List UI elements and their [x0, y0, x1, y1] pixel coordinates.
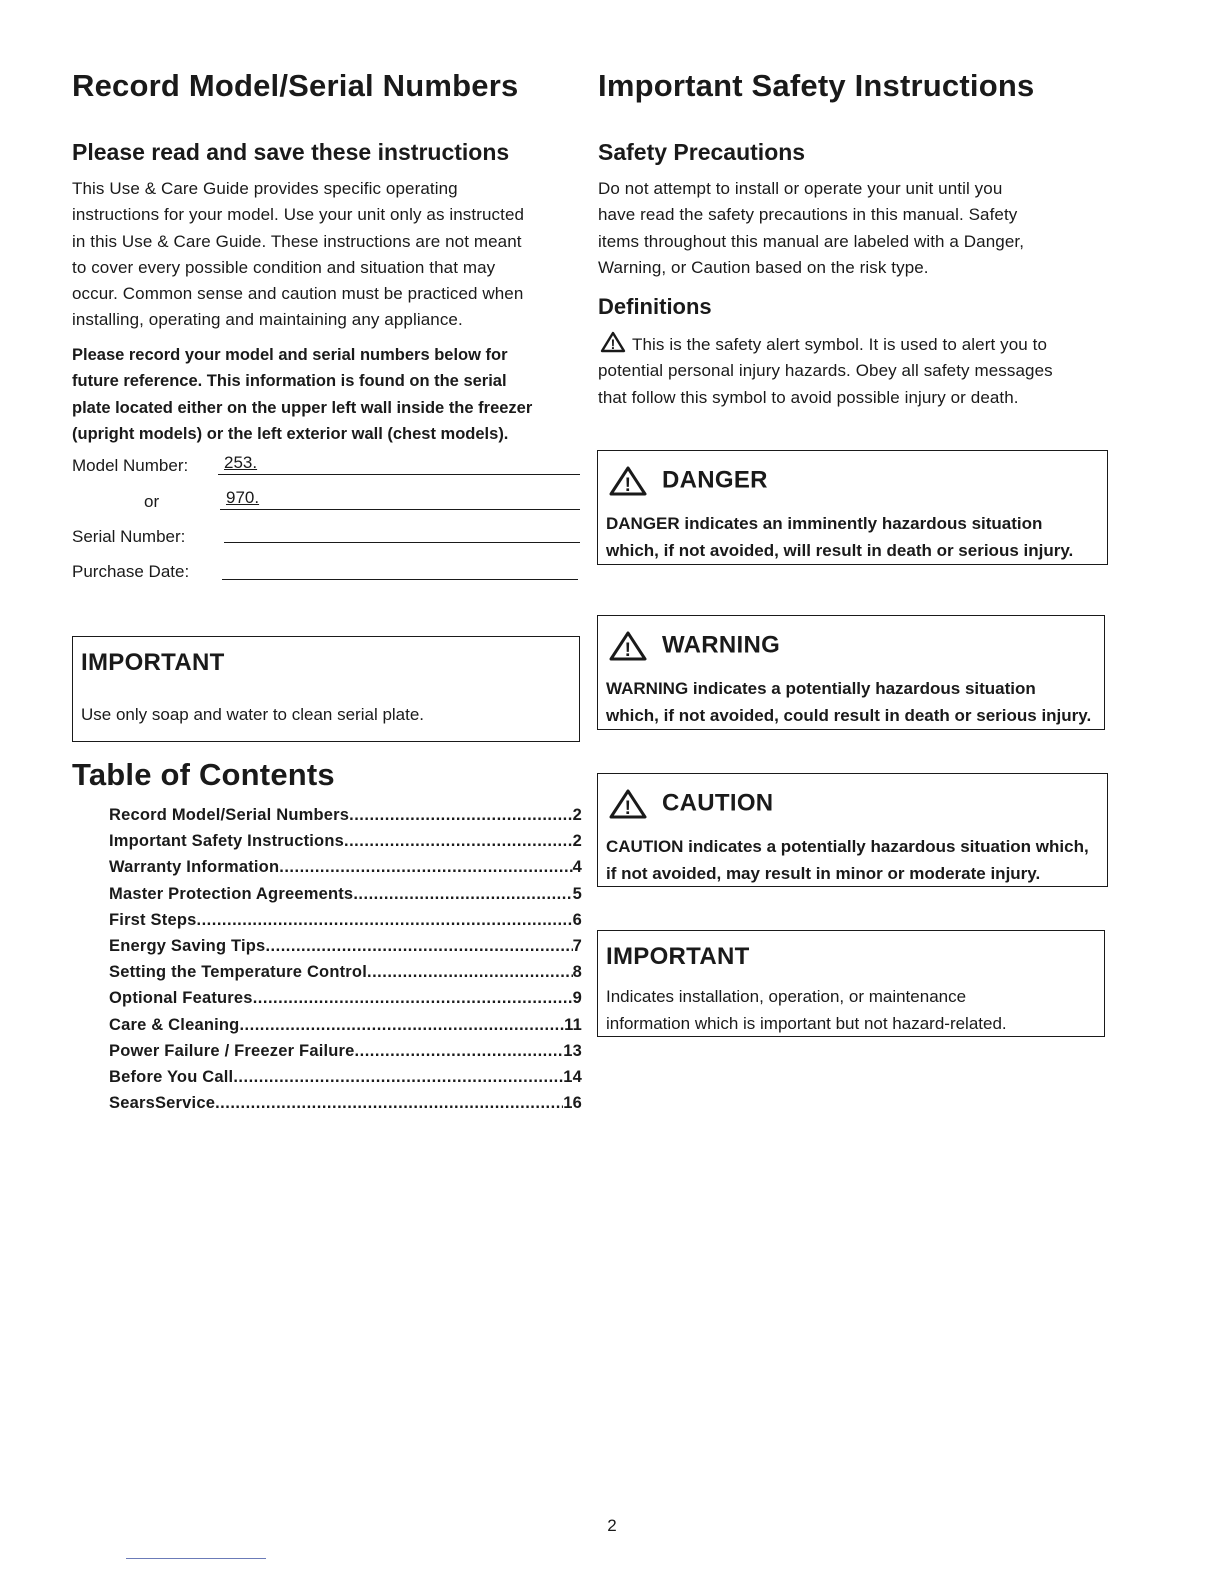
- toc-item-title: Before You Call: [109, 1067, 234, 1086]
- safety-alert-triangle-icon: [598, 331, 628, 353]
- precautions-line: have read the safety precautions in this manual. Safety: [598, 205, 1018, 225]
- intro-line: installing, operating and maintaining any appliance.: [72, 310, 463, 330]
- definitions-line-text: This is the safety alert symbol. It is used to alert you to: [632, 335, 1048, 354]
- caution-line: CAUTION indicates a potentially hazardous situation which,: [606, 837, 1089, 856]
- toc-item-title: Important Safety Instructions: [109, 832, 344, 851]
- purchase-date-line[interactable]: [222, 579, 578, 580]
- definitions-line: that follow this symbol to avoid possible injury or death.: [598, 387, 1019, 407]
- precautions-line: Do not attempt to install or operate your unit until you: [598, 179, 1003, 198]
- serial-number-line[interactable]: [224, 542, 580, 543]
- important-box-right: [597, 930, 1105, 1037]
- toc-item-page: 6: [572, 910, 582, 929]
- important-box-text: Use only soap and water to clean serial plate.: [81, 705, 425, 724]
- toc-item[interactable]: [109, 858, 582, 884]
- record-line: plate located either on the upper left wall inside the freezer: [72, 398, 533, 417]
- toc-item-title: Energy Saving Tips: [109, 936, 266, 955]
- toc-leader: [353, 885, 572, 904]
- warning-title-text: WARNING: [662, 631, 781, 659]
- important-line: information which is important but not hazard-related.: [606, 1013, 1007, 1033]
- definitions-line: [598, 331, 1118, 358]
- toc-item-page: 16: [563, 1094, 582, 1113]
- safety-alert-triangle-icon: [606, 465, 650, 497]
- definitions-heading: Definitions: [598, 294, 712, 319]
- toc-item-page: 9: [572, 989, 582, 1008]
- left-subtitle: Please read and save these instructions: [72, 139, 510, 165]
- toc-leader: [239, 1016, 564, 1035]
- model-number-value[interactable]: 253.: [224, 453, 258, 472]
- toc-item[interactable]: [109, 1016, 582, 1042]
- important-box-title: IMPORTANT: [81, 649, 225, 676]
- caution-line: if not avoided, may result in minor or moderate injury.: [606, 863, 1041, 883]
- toc-item-title: SearsService: [109, 1094, 216, 1113]
- toc-item-page: 2: [572, 806, 582, 824]
- footer-rule: [126, 1558, 266, 1559]
- warning-title: [606, 630, 780, 662]
- toc-item-title: Record Model/Serial Numbers: [109, 806, 350, 824]
- purchase-date-label: Purchase Date:: [72, 562, 190, 581]
- definitions-paragraph: [598, 331, 1118, 411]
- toc-leader: [349, 806, 572, 825]
- record-paragraph: [72, 342, 592, 447]
- toc-item-title: First Steps: [109, 910, 197, 929]
- alt-model-number-value[interactable]: 970.: [226, 488, 260, 507]
- toc-item[interactable]: [109, 806, 582, 832]
- intro-line: instructions for your model. Use your unit only as instructed: [72, 205, 525, 225]
- intro-line: in this Use & Care Guide. These instructions are not meant: [72, 231, 522, 251]
- toc-leader: [367, 963, 573, 982]
- toc-item[interactable]: [109, 1068, 582, 1094]
- danger-body: [606, 511, 1073, 564]
- danger-title: [606, 465, 768, 497]
- precautions-line: items throughout this manual are labeled with a Danger,: [598, 231, 1025, 251]
- important-box-right-title: IMPORTANT: [606, 943, 750, 970]
- right-title: Important Safety Instructions: [598, 68, 1035, 103]
- toc-item[interactable]: [109, 832, 582, 858]
- toc-item[interactable]: [109, 885, 582, 911]
- toc-item-page: 13: [563, 1041, 582, 1060]
- warning-box: [597, 615, 1105, 730]
- toc-item-title: Power Failure / Freezer Failure: [109, 1041, 355, 1060]
- record-line: (upright models) or the left exterior wall (chest models).: [72, 424, 509, 443]
- important-box-right-body: [606, 984, 1007, 1037]
- toc-leader: [196, 911, 572, 930]
- caution-body: [606, 834, 1089, 887]
- warning-body: [606, 676, 1091, 729]
- alt-model-number-line: [220, 509, 580, 510]
- toc-leader: [265, 937, 572, 956]
- toc-item-title: Warranty Information: [109, 858, 280, 877]
- toc-item-title: Master Protection Agreements: [109, 884, 354, 903]
- toc-item[interactable]: [109, 911, 582, 937]
- toc-leader: [215, 1094, 563, 1113]
- toc-item[interactable]: [109, 1042, 582, 1068]
- toc-item-title: Care & Cleaning: [109, 1015, 240, 1034]
- toc-leader: [233, 1068, 563, 1087]
- intro-line: to cover every possible condition and situation that may: [72, 257, 496, 277]
- toc-item-page: 4: [572, 858, 582, 877]
- toc-item-title: Setting the Temperature Control: [109, 963, 367, 982]
- page-number: 2: [607, 1516, 617, 1535]
- model-number-label: Model Number:: [72, 456, 189, 475]
- important-box-left: [72, 636, 580, 742]
- svg-text:!: !: [624, 640, 632, 661]
- intro-line: This Use & Care Guide provides specific operating: [72, 179, 458, 198]
- toc-leader: [344, 832, 573, 851]
- precautions-paragraph: [598, 176, 1118, 281]
- or-label: or: [144, 492, 160, 511]
- svg-text:!: !: [610, 336, 616, 352]
- table-of-contents: [109, 806, 582, 1120]
- danger-box: [597, 450, 1108, 565]
- toc-item[interactable]: [109, 1094, 582, 1120]
- serial-number-label: Serial Number:: [72, 527, 186, 546]
- svg-text:!: !: [624, 798, 632, 819]
- danger-line: which, if not avoided, will result in death or serious injury.: [606, 540, 1074, 560]
- warning-line: which, if not avoided, could result in death or serious injury.: [606, 705, 1092, 725]
- toc-item-title: Optional Features: [109, 989, 253, 1008]
- toc-item-page: 5: [572, 884, 582, 903]
- toc-item[interactable]: [109, 989, 582, 1015]
- toc-leader: [355, 1042, 564, 1061]
- toc-item[interactable]: [109, 937, 582, 963]
- toc-item-page: 8: [572, 963, 582, 982]
- intro-line: occur. Common sense and caution must be practiced when: [72, 284, 524, 304]
- toc-leader: [253, 989, 573, 1008]
- record-line: future reference. This information is found on the serial: [72, 372, 507, 391]
- toc-item-page: 11: [564, 1015, 582, 1034]
- safety-alert-triangle-icon: [606, 788, 650, 820]
- toc-item-page: 7: [572, 936, 582, 955]
- intro-paragraph: [72, 176, 592, 334]
- precautions-line: Warning, or Caution based on the risk type.: [598, 257, 929, 277]
- toc-item-page: 14: [563, 1067, 582, 1086]
- danger-line: DANGER indicates an imminently hazardous situation: [606, 514, 1043, 533]
- toc-leader: [279, 858, 572, 877]
- toc-item-page: 2: [572, 832, 582, 851]
- record-line: Please record your model and serial numbers below for: [72, 346, 508, 364]
- safety-alert-triangle-icon: [606, 630, 650, 662]
- danger-title-text: DANGER: [662, 466, 768, 494]
- model-number-line: [218, 474, 580, 475]
- toc-item[interactable]: [109, 963, 582, 989]
- important-line: Indicates installation, operation, or maintenance: [606, 987, 967, 1006]
- definitions-line: potential personal injury hazards. Obey all safety messages: [598, 361, 1053, 381]
- caution-title-text: CAUTION: [662, 789, 774, 817]
- warning-line: WARNING indicates a potentially hazardous situation: [606, 679, 1036, 698]
- precautions-heading: Safety Precautions: [598, 139, 806, 165]
- caution-title: [606, 788, 773, 820]
- svg-text:!: !: [624, 475, 632, 496]
- toc-title: Table of Contents: [72, 757, 335, 792]
- caution-box: [597, 773, 1108, 887]
- left-title: Record Model/Serial Numbers: [72, 68, 519, 103]
